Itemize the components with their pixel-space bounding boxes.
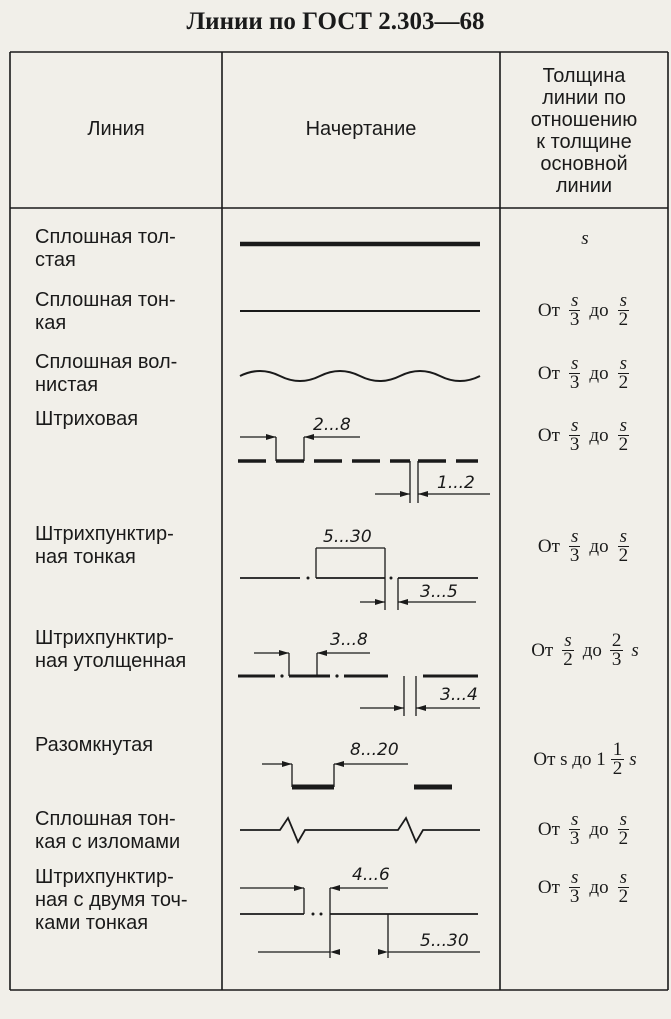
row-name-double-dot: Штрихпунктир- ная с двумя точ- ками тонкая (35, 866, 188, 934)
dim-thickdash-gap: 3...4 (440, 685, 478, 705)
dim-dash-length: 2...8 (313, 415, 351, 435)
thickness-row-2: От $\frac{s}{3}$ до $\frac{s}{2}$ (537, 290, 629, 330)
header-line: Линия (87, 118, 145, 140)
thickness-row-5: От $\frac{s}{3}$ до $\frac{s}{2}$ (537, 526, 629, 566)
open-line-drawing (262, 761, 452, 787)
dim-thickdash-length: 3...8 (330, 630, 368, 650)
row-name-open: Разомкнутая (35, 734, 154, 756)
thickness-row-6: От $\frac{s}{2}$ до $\frac{2}{3}$ s (531, 630, 639, 670)
thickness-row-1: s (581, 228, 589, 249)
row-name-dashed: Штриховая (35, 408, 139, 430)
row-name-solid-thin: Сплошная тон- кая (35, 289, 176, 334)
page-title: Линии по ГОСТ 2.303—68 (186, 8, 485, 35)
wavy-line (240, 371, 480, 381)
dim-doubledot-length: 5...30 (420, 931, 469, 951)
dim-dashdot-gap: 3...5 (420, 582, 458, 602)
row-name-dash-dot-thick: Штрихпунктир- ная утолщенная (35, 627, 187, 672)
dash-dot-thick-drawing (238, 650, 480, 716)
header-drawing: Начертание (305, 118, 417, 140)
zigzag-line (240, 818, 480, 842)
thickness-row-8: От $\frac{s}{3}$ до $\frac{s}{2}$ (537, 809, 629, 849)
row-name-solid-thick: Сплошная тол- стая (35, 226, 176, 271)
row-name-dash-dot-thin: Штрихпунктир- ная тонкая (35, 523, 174, 568)
thickness-row-4: От $\frac{s}{3}$ до $\frac{s}{2}$ (537, 415, 629, 455)
dim-dashdot-length: 5...30 (323, 527, 372, 547)
dim-doubledot-gap: 4...6 (352, 865, 390, 885)
dim-dash-gap: 1...2 (437, 473, 475, 493)
header-thickness: Толщина линии по отношению к толщине основной линии (530, 65, 638, 197)
row-name-zigzag: Сплошная тон- кая с изломами (35, 808, 181, 853)
thickness-row-7: От s до 1 $\frac{1}{2}$ s (533, 739, 637, 779)
thickness-row-3: От $\frac{s}{3}$ до $\frac{s}{2}$ (537, 353, 629, 393)
dim-open-length: 8...20 (350, 740, 399, 760)
row-name-wavy: Сплошная вол- нистая (35, 351, 178, 396)
thickness-row-9: От $\frac{s}{3}$ до $\frac{s}{2}$ (537, 867, 629, 907)
